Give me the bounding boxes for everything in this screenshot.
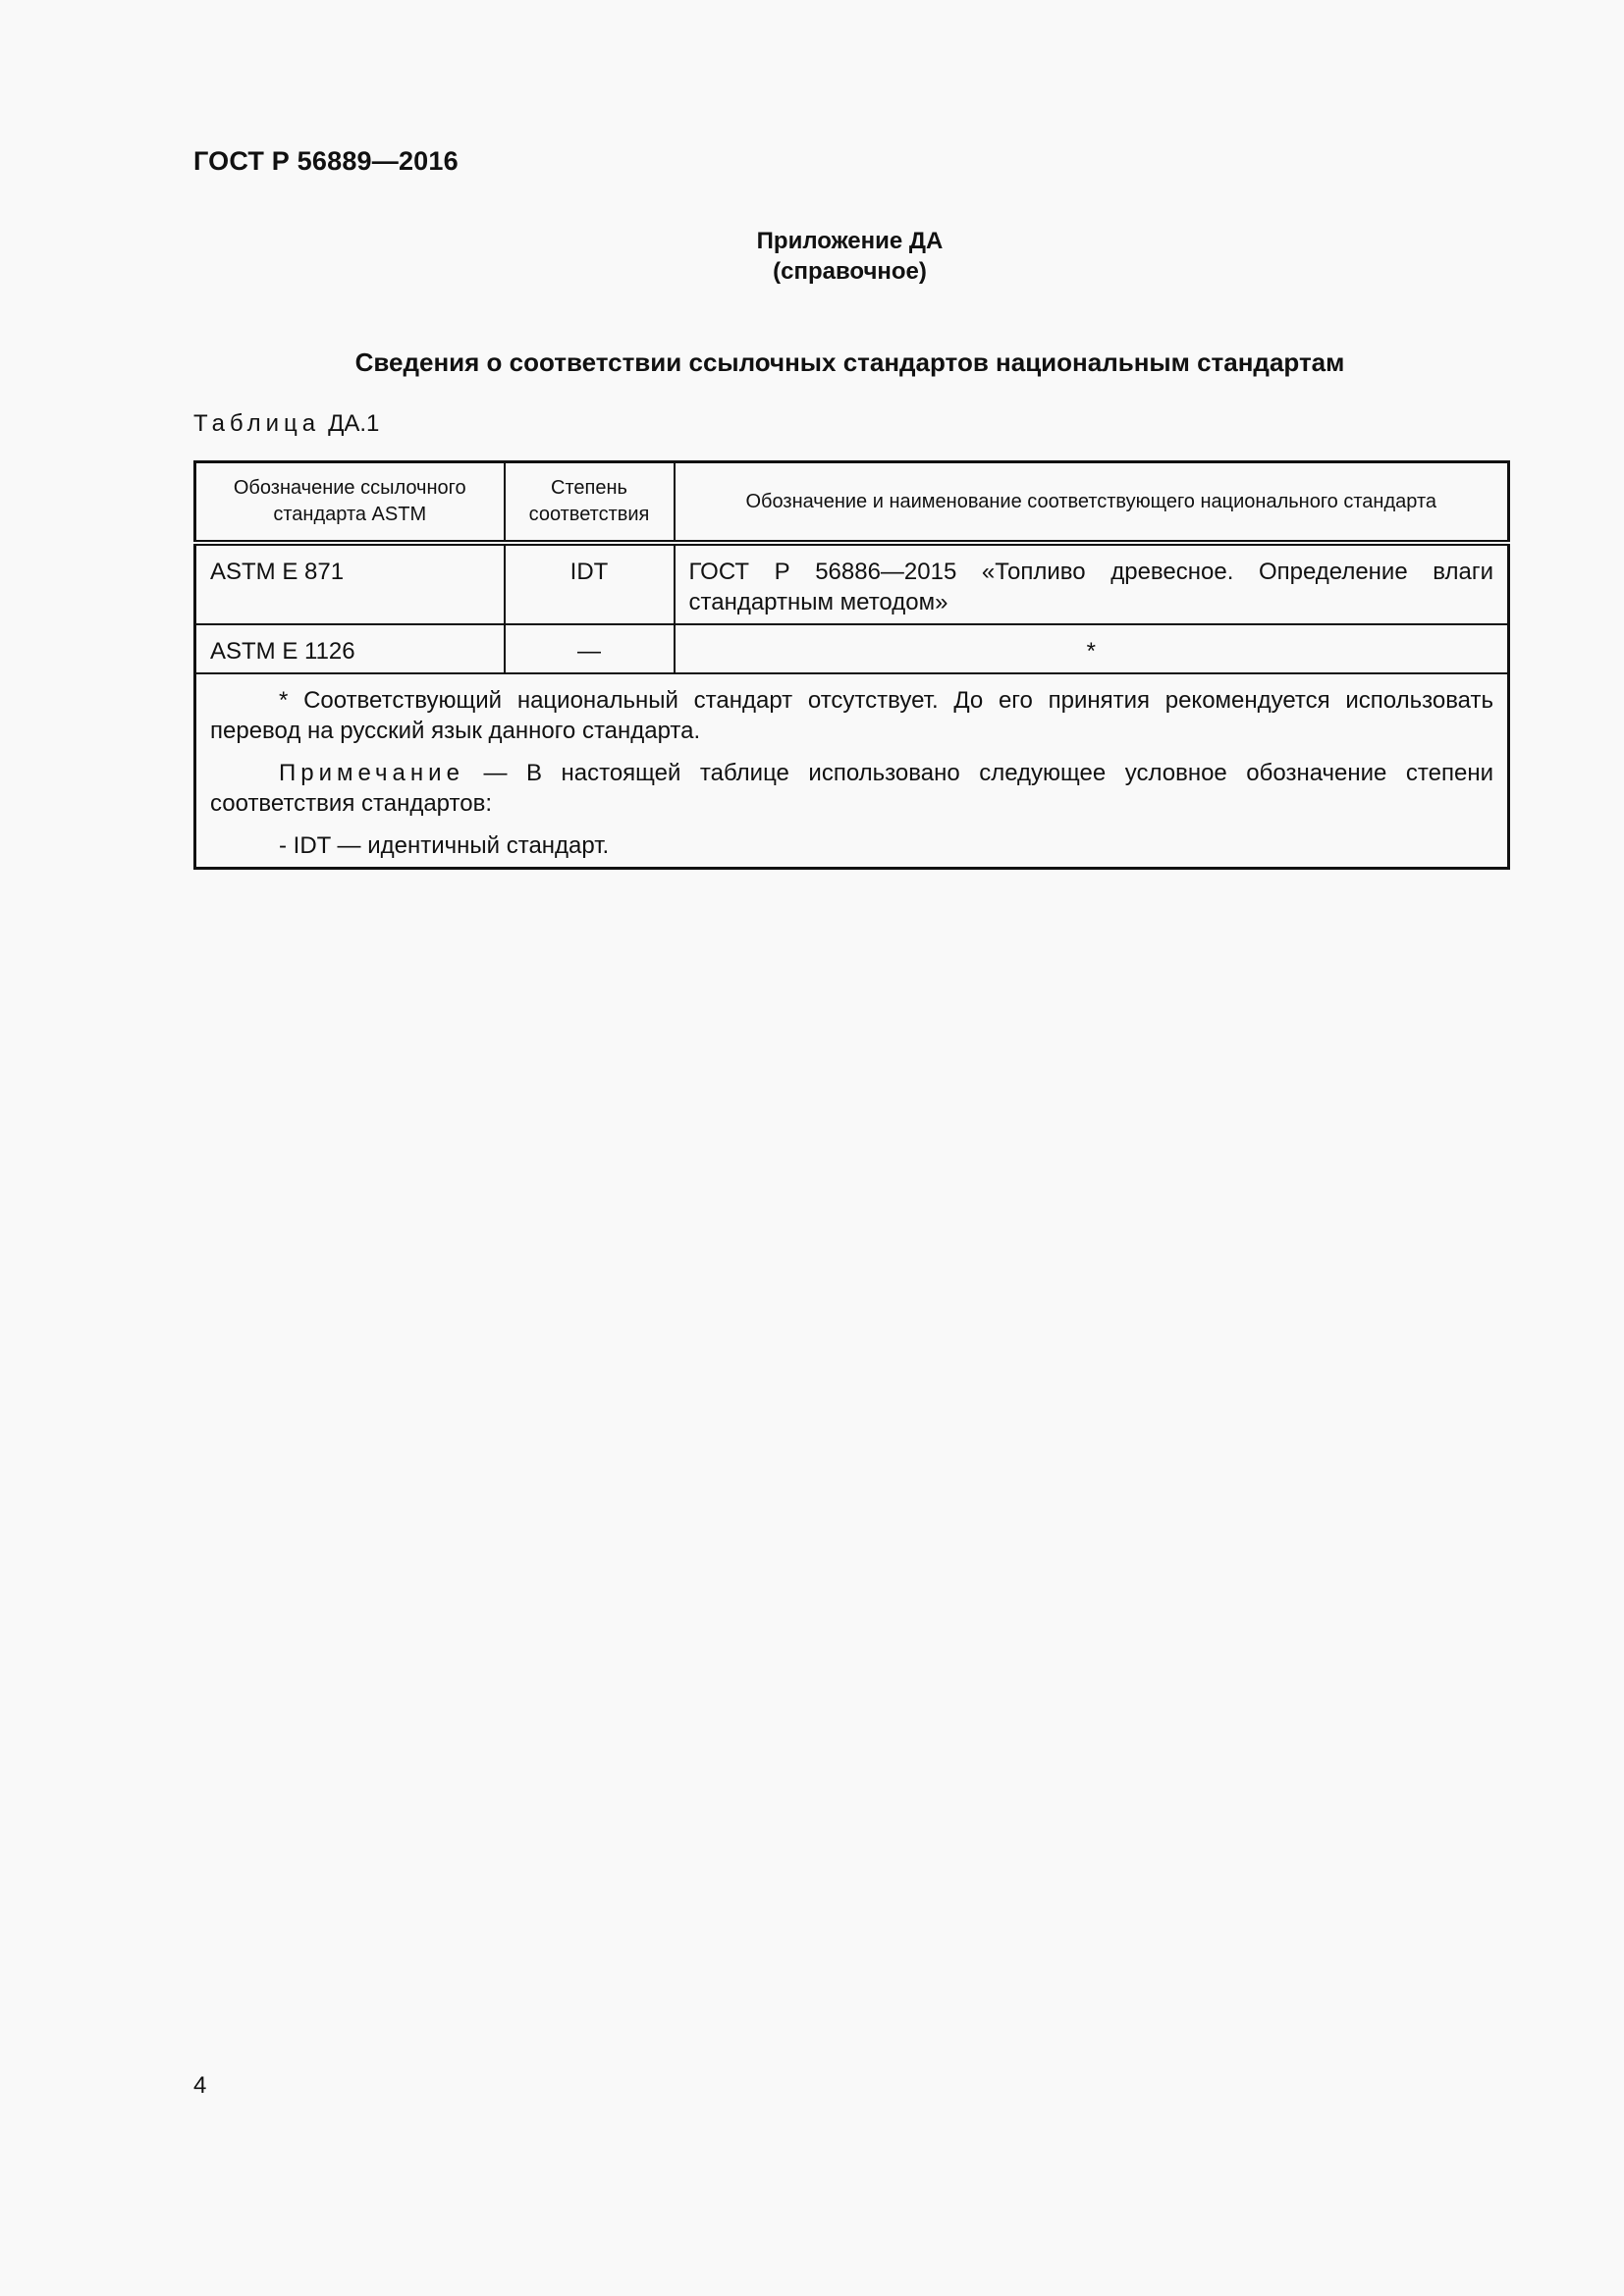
cell-ref-standard: ASTM E 1126 xyxy=(195,624,505,673)
table-container xyxy=(193,460,1507,870)
footnote: * Соответствующий национальный стандарт отсутствует. До его принятия рекомендуется использовать перевод на русский язык данного стандарта. xyxy=(210,687,1493,744)
table-header-row xyxy=(195,462,1509,544)
appendix-title: Приложение ДА xyxy=(756,228,944,254)
column-header-ref-standard: Обозначение ссылочного стандарта ASTM xyxy=(195,462,505,544)
correspondence-table xyxy=(193,460,1510,870)
note-list-item: - IDT — идентичный стандарт. xyxy=(279,832,610,859)
table-row xyxy=(195,624,1509,673)
page-number: 4 xyxy=(193,2072,207,2099)
appendix-heading xyxy=(193,226,1506,287)
column-header-national-standard: Обозначение и наименование соответствующего национального стандарта xyxy=(675,462,1509,544)
cell-degree: IDT xyxy=(505,543,675,624)
table-caption-number: ДА.1 xyxy=(328,410,380,437)
column-header-degree: Степень соответствия xyxy=(505,462,675,544)
table-caption-word: Таблица xyxy=(193,410,321,437)
document-code: ГОСТ Р 56889—2016 xyxy=(193,146,459,176)
table-caption xyxy=(193,410,379,438)
note-text: — В настоящей таблице использовано следующее условное обозначение степени соответствия стандартов: xyxy=(210,760,1493,817)
note xyxy=(210,758,1493,819)
section-title: Сведения о соответствии ссылочных стандартов национальным стандартам xyxy=(354,347,1345,377)
table-row xyxy=(195,543,1509,624)
appendix-subtitle: (справочное) xyxy=(773,258,927,285)
table-notes xyxy=(195,673,1509,869)
cell-national-standard: * xyxy=(675,624,1509,673)
cell-national-standard: ГОСТ Р 56886—2015 «Топливо древесное. Определение влаги стандартным методом» xyxy=(675,543,1509,624)
cell-ref-standard: ASTM E 871 xyxy=(195,543,505,624)
note-label: Примечание xyxy=(279,760,464,786)
table-notes-row xyxy=(195,673,1509,869)
cell-degree: — xyxy=(505,624,675,673)
